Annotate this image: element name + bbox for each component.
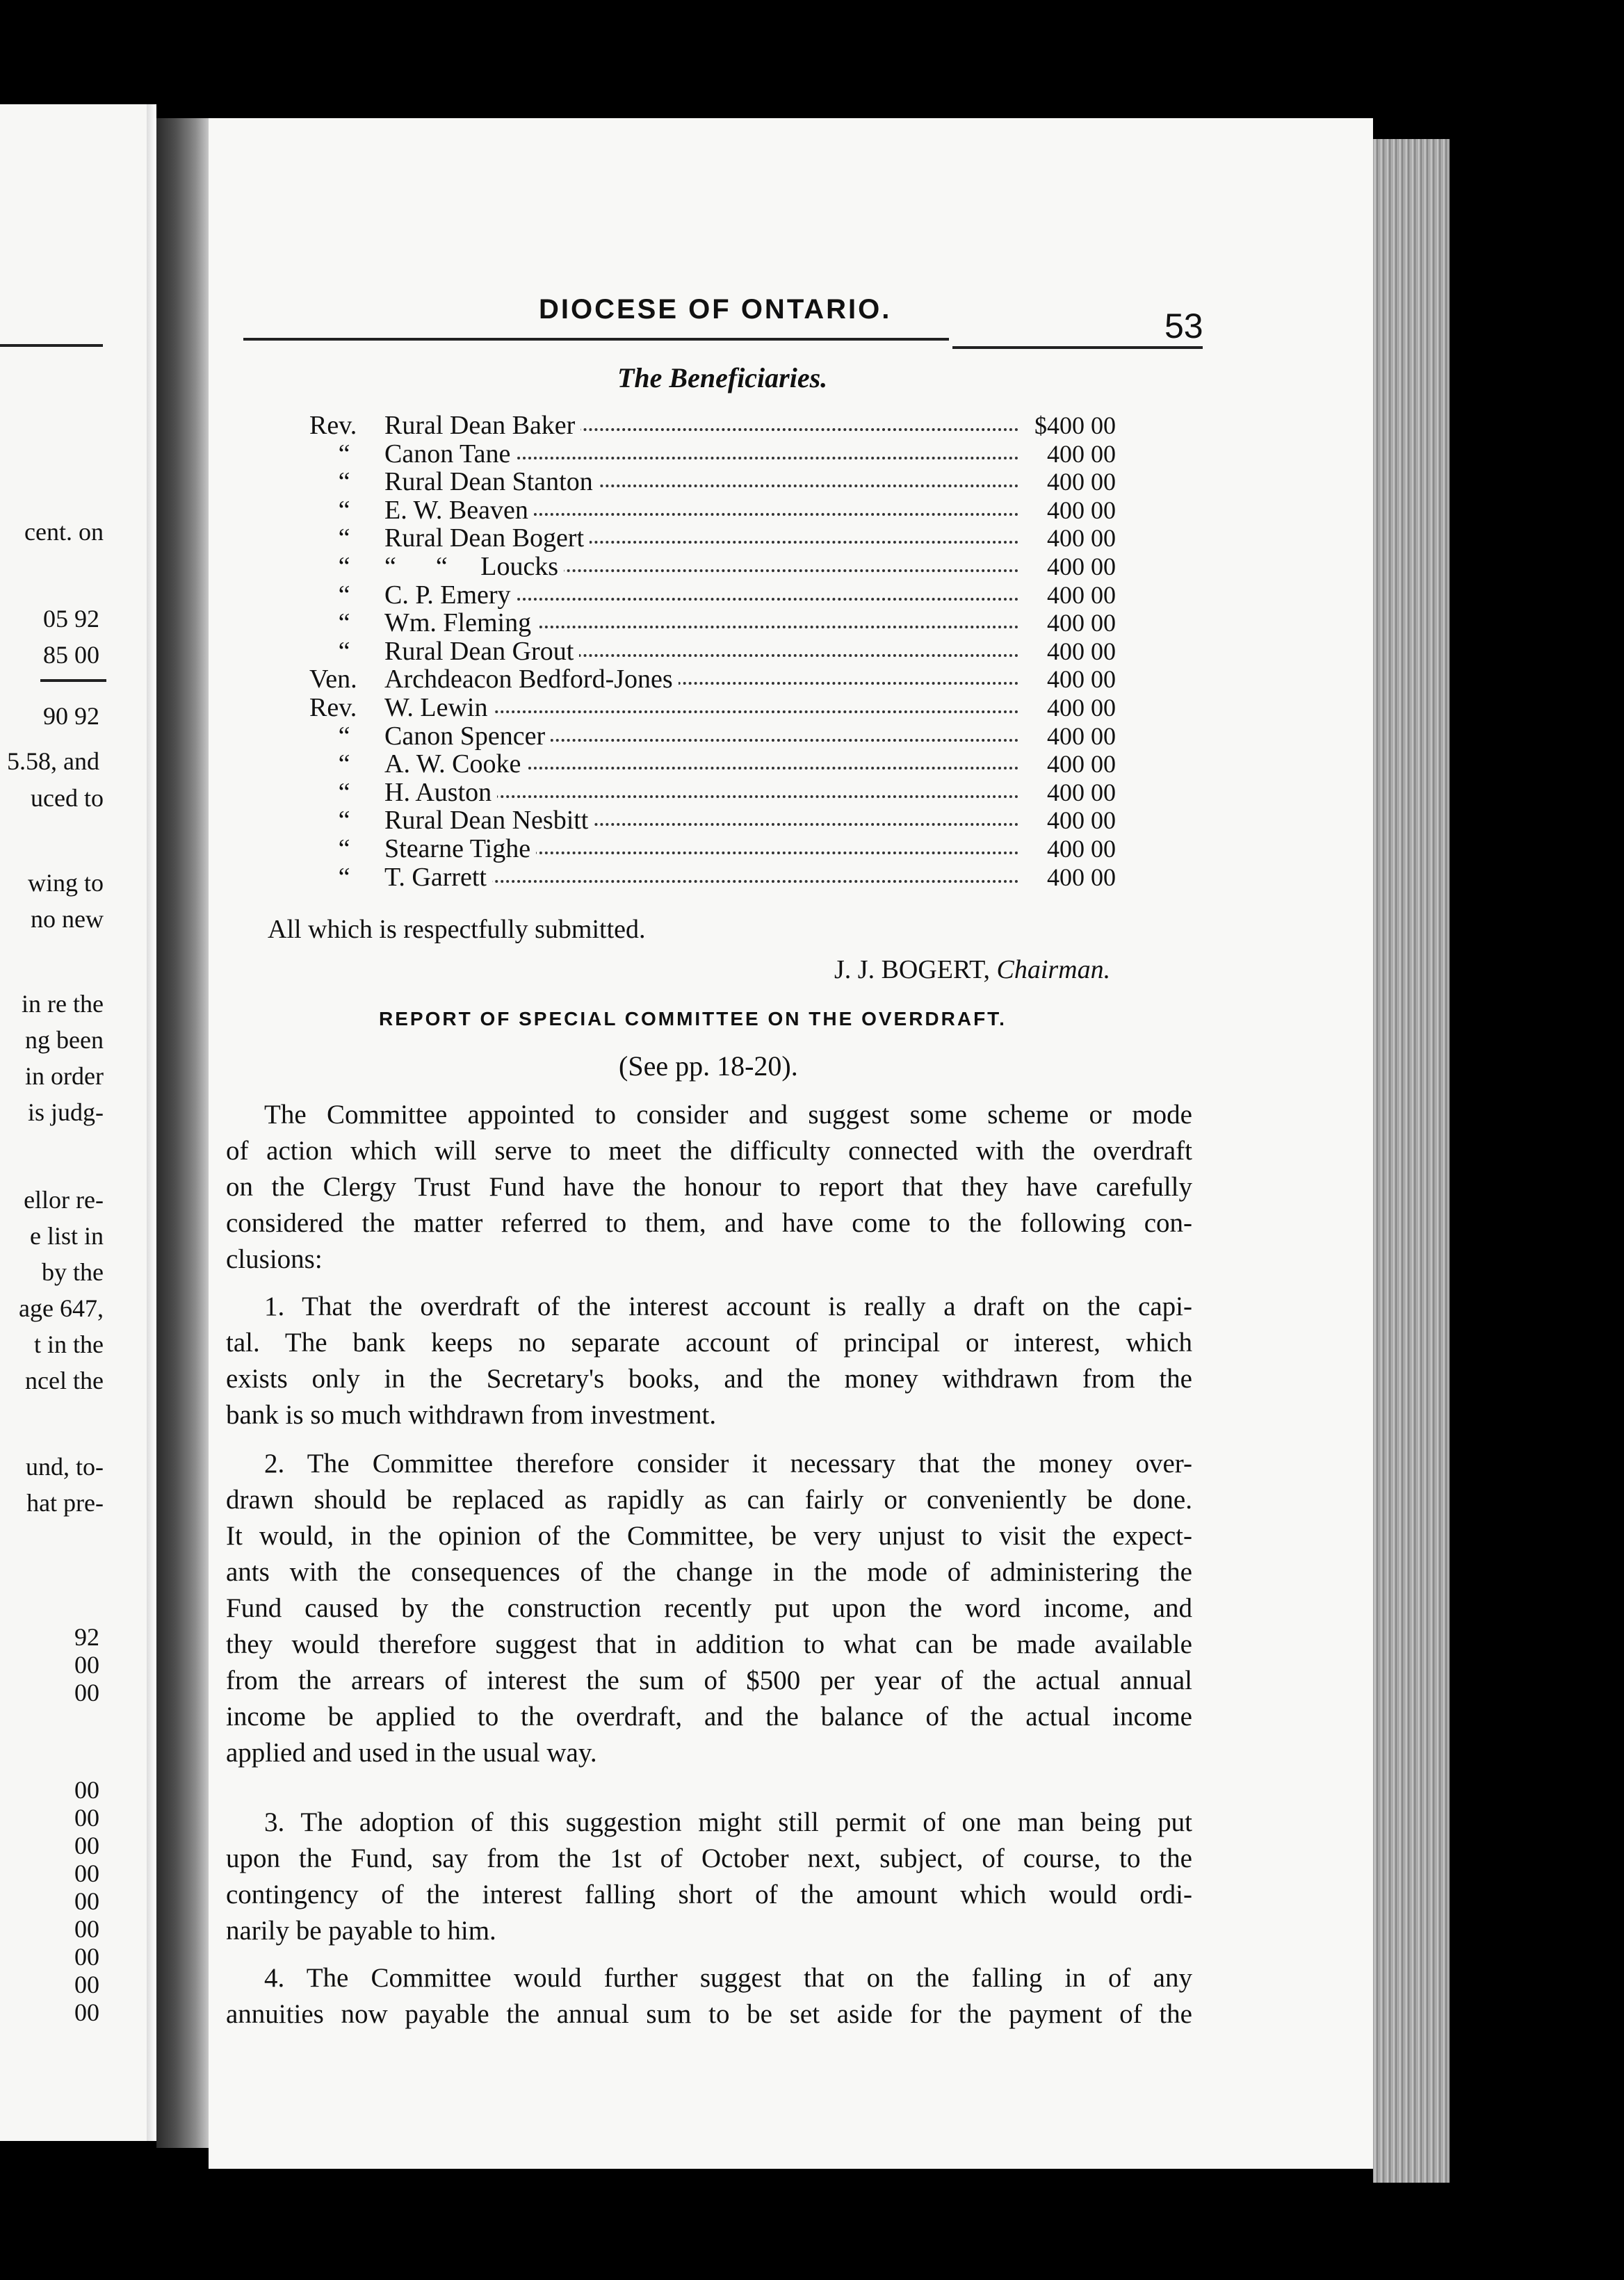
left-page-header-rule [0,344,103,347]
paragraph-line: 1. That the overdraft of the interest account is really a draft on the capi- [264,1292,1192,1321]
paragraph-line: Fund caused by the construction recently put upon the word income, and [226,1593,1192,1623]
left-page-fragment: age 647, [19,1294,104,1322]
submitted-line: All which is respectfully submitted. [268,915,646,944]
beneficiary-row [309,835,1116,863]
paragraph-line: The Committee appointed to consider and suggest some scheme or mode [264,1100,1192,1130]
beneficiary-row [309,412,1116,440]
beneficiary-amount: 400 00 [1018,779,1116,806]
paragraph-line: bank is so much withdrawn from investment. [226,1400,717,1430]
leader-dots [407,710,1018,713]
beneficiary-amount: 400 00 [1018,750,1116,778]
book-gutter [156,118,212,2148]
left-page-fragment: 00 [74,1776,99,1804]
beneficiary-row [309,581,1116,610]
signer-name: J. J. BOGERT, [834,955,990,984]
beneficiary-amount: 400 00 [1018,581,1116,609]
beneficiary-title: “ [338,523,350,553]
beneficiary-name: Archdeacon Bedford-Jones [384,665,679,693]
beneficiary-name: Stearne Tighe [384,835,536,863]
beneficiaries-list [309,412,1116,891]
header-rule [243,338,949,341]
paragraph-line: exists only in the Secretary's books, and the money withdrawn from the [226,1364,1192,1394]
beneficiary-name: Rural Dean Nesbitt [384,806,594,834]
paragraph-line: 3. The adoption of this suggestion might still permit of one man being put [264,1807,1192,1837]
beneficiary-row [309,637,1116,666]
beneficiary-row [309,609,1116,637]
beneficiary-amount: 400 00 [1018,806,1116,834]
paragraph-line: clusions: [226,1244,323,1274]
left-page-fragment: in order [25,1062,104,1090]
paragraph-line: considered the matter referred to them, and have come to the following con- [226,1208,1192,1238]
left-facing-page [0,104,156,2141]
leader-dots [407,795,1018,798]
beneficiary-title: “ [338,608,350,638]
beneficiary-title: “ [338,749,350,779]
beneficiary-title: “ [338,806,350,836]
page-number: 53 [1164,307,1203,345]
left-page-fragment: is judg- [27,1098,104,1126]
beneficiary-amount: 400 00 [1018,468,1116,496]
paragraph-line: upon the Fund, say from the 1st of October next, subject, of course, to the [226,1843,1192,1873]
beneficiary-name: “ “ Loucks [384,553,564,580]
left-page-fragment: 92 [74,1623,99,1651]
signature [834,954,1110,985]
beneficiary-title: Rev. [309,411,357,440]
beneficiary-title: “ [338,439,350,469]
beneficiary-title: “ [338,777,350,807]
beneficiary-name: C. P. Emery [384,581,517,609]
beneficiary-row [309,553,1116,581]
report-paragraph-4 [226,1960,1192,2033]
beneficiary-amount: 400 00 [1018,665,1116,693]
left-page-fragment: und, to- [26,1453,104,1481]
beneficiary-name: Wm. Fleming [384,609,537,637]
beneficiary-title: “ [338,721,350,751]
beneficiary-amount: 400 00 [1018,694,1116,722]
header-rule-right [952,346,1203,349]
beneficiary-title: “ [338,636,350,666]
beneficiary-row [309,496,1116,525]
beneficiary-title: “ [338,580,350,610]
beneficiary-name: T. Garrett [384,863,492,891]
paragraph-line: of action which will serve to meet the difficulty connected with the overdraft [226,1136,1192,1166]
left-page-fragment: e list in [30,1222,104,1250]
beneficiary-amount: 400 00 [1018,835,1116,863]
beneficiary-row [309,750,1116,779]
page-reference: (See pp. 18-20). [619,1050,798,1082]
paragraph-line: applied and used in the usual way. [226,1738,597,1768]
left-page-fragment: 00 [74,1887,99,1915]
left-page-fragment: cent. on [24,518,104,546]
report-paragraph-intro [226,1097,1192,1278]
beneficiary-title: Ven. [309,665,357,694]
beneficiary-name: W. Lewin [384,694,493,722]
report-paragraph-2 [226,1446,1192,1771]
beneficiary-amount: 400 00 [1018,553,1116,580]
paragraph-line: annuities now payable the annual sum to be set aside for the payment of the [226,1999,1192,2029]
left-page-fragment: 85 00 [43,641,99,669]
left-page-fragment: 00 [74,1832,99,1859]
beneficiary-row [309,665,1116,694]
beneficiary-amount: 400 00 [1018,637,1116,665]
running-head: DIOCESE OF ONTARIO. [539,294,892,325]
paragraph-line: on the Clergy Trust Fund have the honour to report that they have carefully [226,1172,1192,1202]
left-page-fragment: hat pre- [26,1489,104,1517]
paragraph-line: It would, in the opinion of the Committee, be very unjust to visit the expect- [226,1521,1192,1551]
beneficiary-name: Rural Dean Stanton [384,468,599,496]
beneficiary-amount: 400 00 [1018,496,1116,524]
left-page-fragment: t in the [34,1330,104,1358]
beneficiary-amount: 400 00 [1018,722,1116,750]
beneficiary-row [309,863,1116,892]
left-page-fragment: 00 [74,1651,99,1679]
beneficiary-row [309,440,1116,469]
beneficiary-amount: 400 00 [1018,609,1116,637]
beneficiary-row [309,694,1116,722]
beneficiary-title: “ [338,862,350,892]
beneficiary-amount: 400 00 [1018,440,1116,468]
beneficiary-name: H. Auston [384,779,497,806]
paragraph-line: 2. The Committee therefore consider it necessary that the money over- [264,1449,1192,1479]
paragraph-line: 4. The Committee would further suggest that on the falling in of any [264,1963,1192,1993]
paragraph-line: contingency of the interest falling short of the amount which would ordi- [226,1880,1192,1909]
beneficiary-name: Canon Spencer [384,722,551,750]
beneficiary-title: “ [338,833,350,863]
report-paragraph-3 [226,1805,1192,1949]
left-page-fragment: uced to [31,784,104,812]
page-stack-edge [1373,139,1450,2183]
beneficiary-title: “ [338,467,350,497]
beneficiary-row [309,524,1116,553]
beneficiary-name: Rural Dean Baker [384,412,580,439]
left-page-fragment: 00 [74,1943,99,1971]
leader-dots [407,880,1018,883]
beneficiary-amount: $400 00 [1018,412,1116,439]
left-page-edge [147,104,156,2141]
left-page-fragment: by the [42,1258,104,1286]
left-page-fragment: 5.58, and [7,747,99,775]
beneficiary-amount: 400 00 [1018,863,1116,891]
left-page-fragment: no new [31,905,104,933]
beneficiary-title: Rev. [309,692,357,722]
beneficiary-title: “ [338,495,350,525]
paragraph-line: narily be payable to him. [226,1916,496,1946]
report-title: REPORT OF SPECIAL COMMITTEE ON THE OVERDRAFT. [379,1008,1007,1029]
beneficiary-name: E. W. Beaven [384,496,534,524]
left-page-fragment: wing to [27,869,104,897]
beneficiary-title: “ [338,551,350,581]
paragraph-line: income be applied to the overdraft, and the balance of the actual income [226,1702,1192,1732]
left-page-fragment: 00 [74,1915,99,1943]
left-page-sum-rule [40,679,106,682]
beneficiary-name: Rural Dean Bogert [384,524,590,552]
paragraph-line: drawn should be replaced as rapidly as can fairly or conveniently be done. [226,1485,1192,1515]
left-page-fragment: 00 [74,1679,99,1707]
beneficiary-name: Rural Dean Grout [384,637,579,665]
beneficiaries-title: The Beneficiaries. [617,362,828,393]
beneficiary-row [309,806,1116,835]
left-page-fragment: 00 [74,1998,99,2026]
left-page-fragment: 00 [74,1971,99,1998]
left-page-fragment: 90 92 [43,702,99,730]
left-page-fragment: 00 [74,1804,99,1832]
paragraph-line: from the arrears of interest the sum of $500 per year of the actual annual [226,1666,1192,1695]
beneficiary-name: Canon Tane [384,440,516,468]
left-page-fragment: in re the [22,990,104,1018]
paragraph-line: they would therefore suggest that in addition to what can be made available [226,1629,1192,1659]
signer-role: Chairman. [996,955,1111,984]
left-page-fragment: ellor re- [24,1186,104,1214]
left-page-fragment: 05 92 [43,605,99,633]
paragraph-line: ants with the consequences of the change in the mode of administering the [226,1557,1192,1587]
left-page-fragment: ng been [25,1026,104,1054]
left-page-fragment: ncel the [25,1367,104,1394]
paragraph-line: tal. The bank keeps no separate account of principal or interest, which [226,1328,1192,1358]
beneficiary-row [309,779,1116,807]
beneficiary-amount: 400 00 [1018,524,1116,552]
report-paragraph-1 [226,1289,1192,1433]
left-page-fragment: 00 [74,1859,99,1887]
beneficiary-row [309,722,1116,751]
beneficiary-name: A. W. Cooke [384,750,526,778]
beneficiary-row [309,468,1116,496]
